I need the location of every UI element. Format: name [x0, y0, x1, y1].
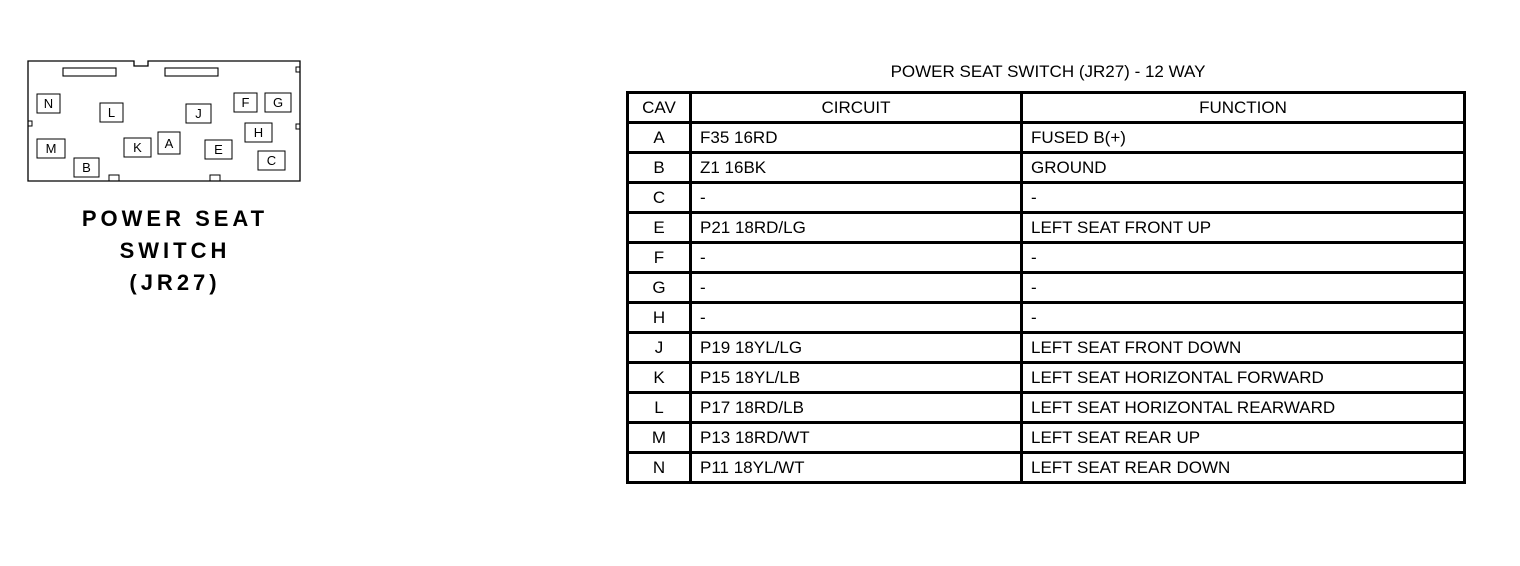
connector-title-line: SWITCH — [119, 238, 231, 263]
cav-cell: K — [628, 363, 691, 393]
cavity-n — [37, 94, 60, 113]
svg-text:G: G — [272, 95, 284, 110]
cav-cell: F — [628, 243, 691, 273]
cavity-l — [100, 103, 123, 122]
circuit-cell: Z1 16BK — [691, 153, 1022, 183]
cavity-k — [124, 138, 151, 157]
circuit-cell: - — [691, 243, 1022, 273]
cavity-f — [234, 93, 257, 112]
svg-text:H: H — [253, 125, 264, 140]
table-row — [628, 393, 1465, 423]
svg-text:B: B — [82, 160, 91, 175]
header-circuit: CIRCUIT — [691, 93, 1022, 123]
function-cell: - — [1022, 183, 1465, 213]
table-row — [628, 123, 1465, 153]
function-cell: LEFT SEAT HORIZONTAL FORWARD — [1022, 363, 1465, 393]
table-row — [628, 303, 1465, 333]
circuit-cell: P21 18RD/LG — [691, 213, 1022, 243]
circuit-cell: - — [691, 183, 1022, 213]
header-function: FUNCTION — [1022, 93, 1465, 123]
header-cav: CAV — [628, 93, 691, 123]
table-row — [628, 453, 1465, 483]
function-cell: LEFT SEAT HORIZONTAL REARWARD — [1022, 393, 1465, 423]
latch-slot — [63, 68, 116, 76]
function-cell: FUSED B(+) — [1022, 123, 1465, 153]
svg-text:F: F — [241, 95, 250, 110]
connector-title — [60, 203, 290, 299]
cavity-e — [205, 140, 232, 159]
cavity-j — [186, 104, 211, 123]
connector-title-line: (JR27) — [129, 270, 221, 295]
svg-text:A: A — [164, 136, 174, 151]
cav-cell: E — [628, 213, 691, 243]
function-cell: - — [1022, 243, 1465, 273]
cavity-m — [37, 139, 65, 158]
function-cell: LEFT SEAT FRONT UP — [1022, 213, 1465, 243]
cav-cell: H — [628, 303, 691, 333]
svg-text:C: C — [266, 153, 277, 168]
table-row — [628, 363, 1465, 393]
table-row — [628, 183, 1465, 213]
function-cell: - — [1022, 273, 1465, 303]
circuit-cell: P15 18YL/LB — [691, 363, 1022, 393]
table-row — [628, 273, 1465, 303]
table-header-row — [628, 93, 1465, 123]
circuit-cell: P19 18YL/LG — [691, 333, 1022, 363]
cav-cell: L — [628, 393, 691, 423]
circuit-cell: P11 18YL/WT — [691, 453, 1022, 483]
cav-cell: B — [628, 153, 691, 183]
cavity-h — [245, 123, 272, 142]
cavity-g — [265, 93, 291, 112]
cav-cell: A — [628, 123, 691, 153]
function-cell: GROUND — [1022, 153, 1465, 183]
circuit-cell: - — [691, 273, 1022, 303]
table-row — [628, 213, 1465, 243]
cav-cell: N — [628, 453, 691, 483]
cavity-b — [74, 158, 99, 177]
svg-text:L: L — [107, 105, 116, 120]
pinout-table-body — [628, 123, 1465, 483]
bottom-tab — [109, 175, 119, 181]
connector-diagram — [22, 55, 312, 190]
svg-text:E: E — [214, 142, 223, 157]
cav-cell: G — [628, 273, 691, 303]
table-row — [628, 153, 1465, 183]
function-cell: - — [1022, 303, 1465, 333]
circuit-cell: - — [691, 303, 1022, 333]
pinout-table — [626, 91, 1466, 484]
function-cell: LEFT SEAT REAR UP — [1022, 423, 1465, 453]
circuit-cell: P13 18RD/WT — [691, 423, 1022, 453]
bottom-tab — [210, 175, 220, 181]
svg-text:N: N — [43, 96, 54, 111]
latch-slot — [165, 68, 218, 76]
table-row — [628, 423, 1465, 453]
svg-text:K: K — [133, 140, 142, 155]
connector-outline — [28, 61, 300, 181]
function-cell: LEFT SEAT REAR DOWN — [1022, 453, 1465, 483]
cav-cell: J — [628, 333, 691, 363]
circuit-cell: F35 16RD — [691, 123, 1022, 153]
circuit-cell: P17 18RD/LB — [691, 393, 1022, 423]
cavity-a — [158, 132, 180, 154]
cav-cell: C — [628, 183, 691, 213]
table-row — [628, 243, 1465, 273]
connector-title-line: POWER SEAT — [81, 206, 269, 231]
table-title: POWER SEAT SWITCH (JR27) - 12 WAY — [890, 62, 1206, 81]
table-row — [628, 333, 1465, 363]
cavity-c — [258, 151, 285, 170]
svg-text:J: J — [195, 106, 202, 121]
function-cell: LEFT SEAT FRONT DOWN — [1022, 333, 1465, 363]
cav-cell: M — [628, 423, 691, 453]
svg-text:M: M — [45, 141, 57, 156]
